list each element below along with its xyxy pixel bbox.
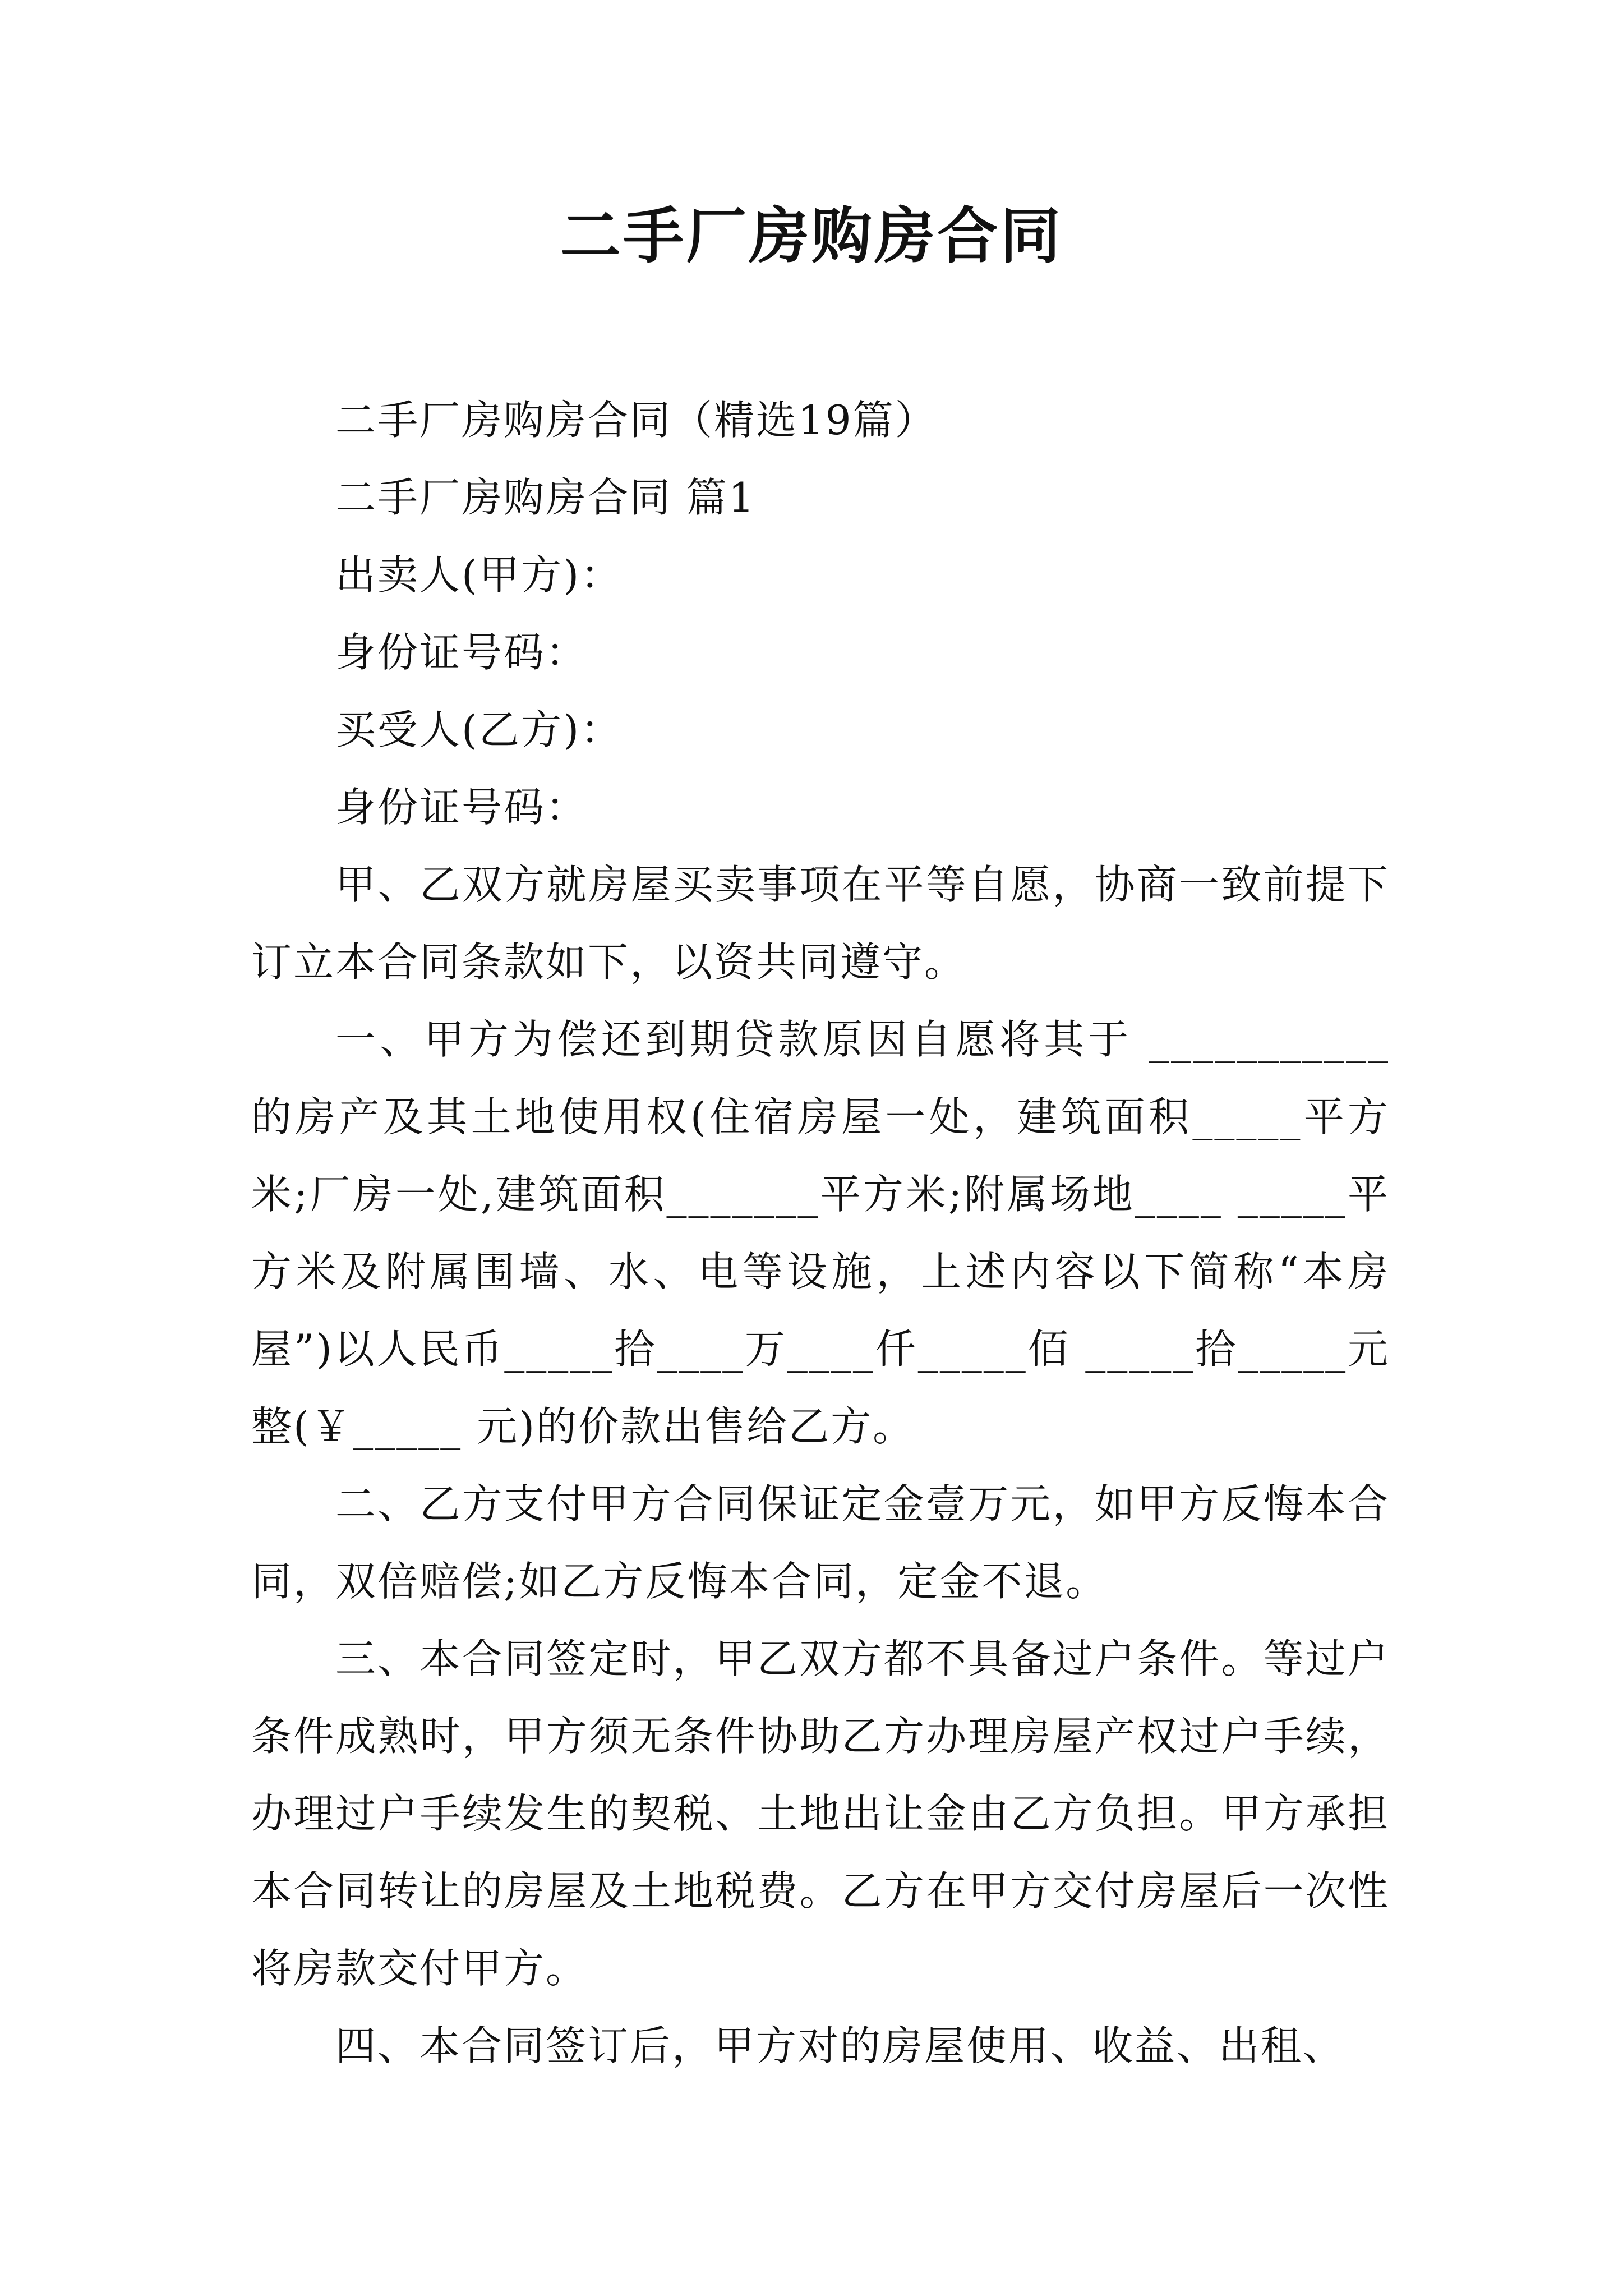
paragraph-subtitle: 二手厂房购房合同（精选19篇）: [335, 397, 937, 444]
paragraph-clause-1: 一、甲方为偿还到期贷款原因自愿将其于 ___________ 的房产及其土地使用权(住宿房屋一处，建筑面积_____平方米;厂房一处,建筑面积_______平方米;附属场地____ _____平方米及附属围墙、水、电等设施，上述内容以下简称“本房屋”)以人民币_____拾____万____仟_____佰 _____拾_____元整(￥_____ 元)的价款出售给乙方。: [251, 1016, 1390, 1450]
paragraph-seller: 出卖人(甲方)：: [335, 551, 623, 599]
paragraph-buyer: 买受人(乙方)：: [335, 706, 623, 753]
paragraph-seller-id: 身份证号码：: [335, 629, 588, 676]
paragraph-buyer-id: 身份证号码：: [335, 784, 588, 831]
document-title: 二手厂房购房合同: [560, 201, 1063, 272]
paragraph-preamble: 甲、乙双方就房屋买卖事项在平等自愿，协商一致前提下订立本合同条款如下，以资共同遵守。: [251, 861, 1390, 986]
document-body: [251, 381, 1390, 2085]
paragraph-section-heading: 二手厂房购房合同 篇1: [335, 474, 756, 521]
paragraph-clause-4: 四、本合同签订后，甲方对的房屋使用、收益、出租、: [335, 2022, 1345, 2069]
paragraph-clause-3: 三、本合同签定时，甲乙双方都不具备过户条件。等过户条件成熟时，甲方须无条件协助乙方办理房屋产权过户手续，办理过户手续发生的契税、土地出让金由乙方负担。甲方承担本合同转让的房屋及土地税费。乙方在甲方交付房屋后一次性将房款交付甲方。: [251, 1635, 1390, 1992]
paragraph-clause-2: 二、乙方支付甲方合同保证定金壹万元，如甲方反悔本合同，双倍赔偿;如乙方反悔本合同，定金不退。: [251, 1480, 1390, 1605]
